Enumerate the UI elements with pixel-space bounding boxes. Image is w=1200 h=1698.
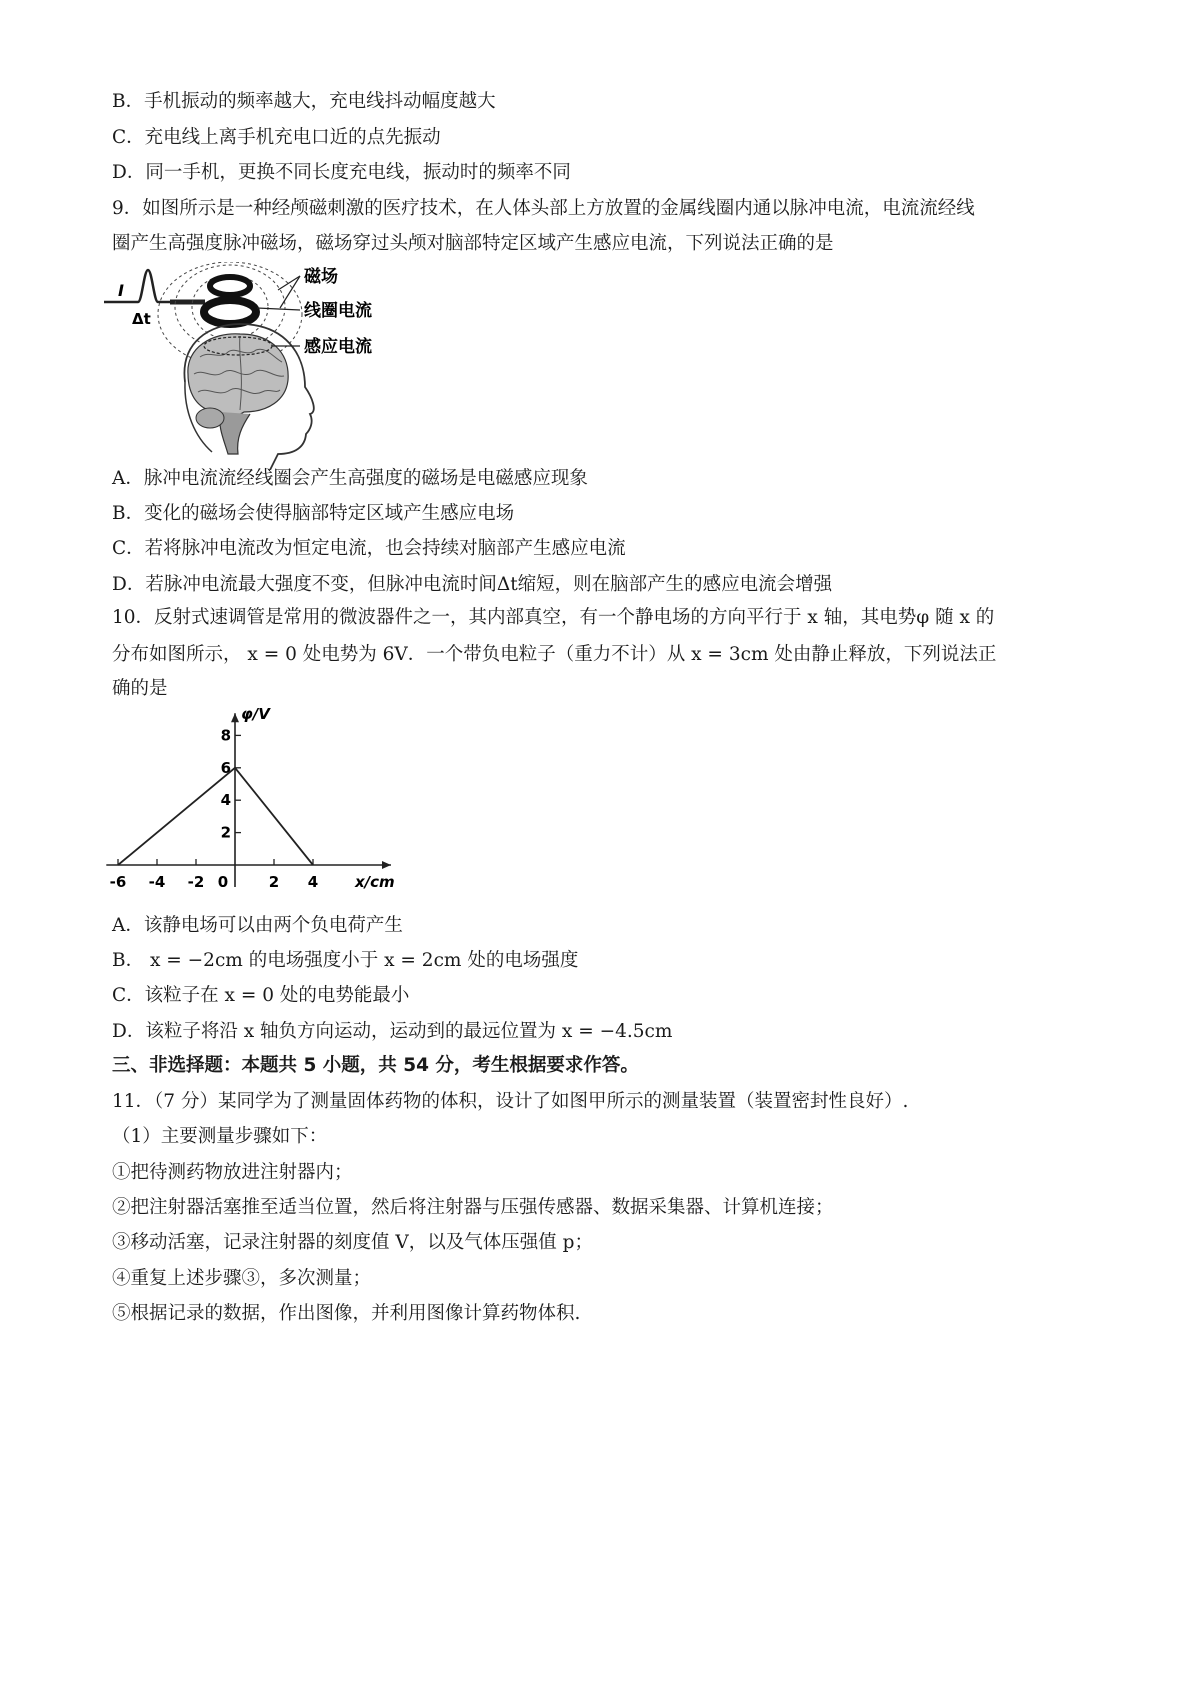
- q8-option-d: D．同一手机，更换不同长度充电线，振动时的频率不同: [112, 162, 571, 183]
- q11-stem: 11．（7 分）某同学为了测量固体药物的体积，设计了如图甲所示的测量装置（装置密封性良好）.: [112, 1091, 909, 1112]
- q11-sub1: （1）主要测量步骤如下：: [112, 1126, 328, 1147]
- q11-step1: ①把待测药物放进注射器内；: [112, 1162, 353, 1183]
- chart-y-tick-label: 4: [220, 791, 231, 810]
- q10-option-c: C．该粒子在 x = 0 处的电势能最小: [112, 985, 410, 1006]
- coil-upper: [210, 277, 250, 295]
- q11-step2: ②把注射器活塞推至适当位置，然后将注射器与压强传感器、数据采集器、计算机连接；: [112, 1197, 834, 1218]
- q11-step3: ③移动活塞，记录注射器的刻度值 V，以及气体压强值 p；: [112, 1232, 593, 1253]
- q9-option-a: A．脉冲电流流经线圈会产生高强度的磁场是电磁感应现象: [112, 468, 588, 489]
- chart-x-axis-label: x/cm: [355, 873, 395, 891]
- q8-option-c: C．充电线上离手机充电口近的点先振动: [112, 127, 441, 148]
- pulse-label-i: I: [118, 281, 124, 300]
- chart-x-tick-label: -6: [109, 873, 127, 891]
- chart-y-tick-label: 2: [220, 823, 231, 842]
- chart-y-tick-label: 8: [220, 726, 231, 745]
- pulse-waveform: [104, 270, 180, 302]
- label-induced-current: 感应电流: [304, 337, 372, 357]
- chart-y-arrow: [231, 713, 239, 722]
- q10-option-a: A．该静电场可以由两个负电荷产生: [112, 915, 403, 936]
- q10-stem-line1: 10．反射式速调管是常用的微波器件之一，其内部真空，有一个静电场的方向平行于 x 轴，其电势φ 随 x 的: [112, 607, 995, 628]
- chart-x-tick-label: -4: [148, 873, 166, 891]
- label-coil-current: 线圈电流: [304, 301, 372, 321]
- chart-y-tick-label: 6: [220, 758, 231, 777]
- chart-x-tick-label: 0: [217, 873, 229, 891]
- chart-x-tick-label: 4: [307, 873, 319, 891]
- chart-series-line: [118, 768, 313, 865]
- q9-option-d: D．若脉冲电流最大强度不变，但脉冲电流时间Δt缩短，则在脑部产生的感应电流会增强: [112, 574, 833, 595]
- coil-lower: [204, 300, 256, 324]
- q9-stem-line2: 圈产生高强度脉冲磁场，磁场穿过头颅对脑部特定区域产生感应电流，下列说法正确的是: [112, 233, 834, 254]
- q8-option-b: B．手机振动的频率越大，充电线抖动幅度越大: [112, 91, 496, 112]
- q10-option-b: B． x = −2cm 的电场强度小于 x = 2cm 处的电场强度: [112, 950, 579, 971]
- q9-option-c: C．若将脉冲电流改为恒定电流，也会持续对脑部产生感应电流: [112, 538, 626, 559]
- pulse-label-dt: Δt: [132, 310, 151, 328]
- chart-y-axis-label: φ/V: [241, 705, 270, 724]
- q10-stem-line3: 确的是: [112, 678, 168, 699]
- chart-x-arrow: [382, 861, 391, 869]
- potential-chart: [100, 705, 420, 905]
- q11-step4: ④重复上述步骤③，多次测量；: [112, 1268, 372, 1289]
- q9-option-b: B．变化的磁场会使得脑部特定区域产生感应电场: [112, 503, 515, 524]
- q11-step5: ⑤根据记录的数据，作出图像，并利用图像计算药物体积.: [112, 1303, 581, 1324]
- section-title: 三、非选择题：本题共 5 小题，共 54 分，考生根据要求作答。: [112, 1055, 639, 1076]
- q10-stem-line2: 分布如图所示， x = 0 处电势为 6V．一个带负电粒子（重力不计）从 x = 3cm 处由静止释放，下列说法正: [112, 644, 997, 665]
- q9-stem-line1: 9．如图所示是一种经颅磁刺激的医疗技术，在人体头部上方放置的金属线圈内通以脉冲电流，电流流经线: [112, 198, 975, 219]
- label-magnetic-field: 磁场: [304, 267, 338, 287]
- tms-figure: [100, 262, 400, 470]
- chart-x-tick-label: -2: [187, 873, 205, 891]
- q10-option-d: D．该粒子将沿 x 轴负方向运动，运动到的最远位置为 x = −4.5cm: [112, 1021, 673, 1042]
- chart-x-tick-label: 2: [268, 873, 280, 891]
